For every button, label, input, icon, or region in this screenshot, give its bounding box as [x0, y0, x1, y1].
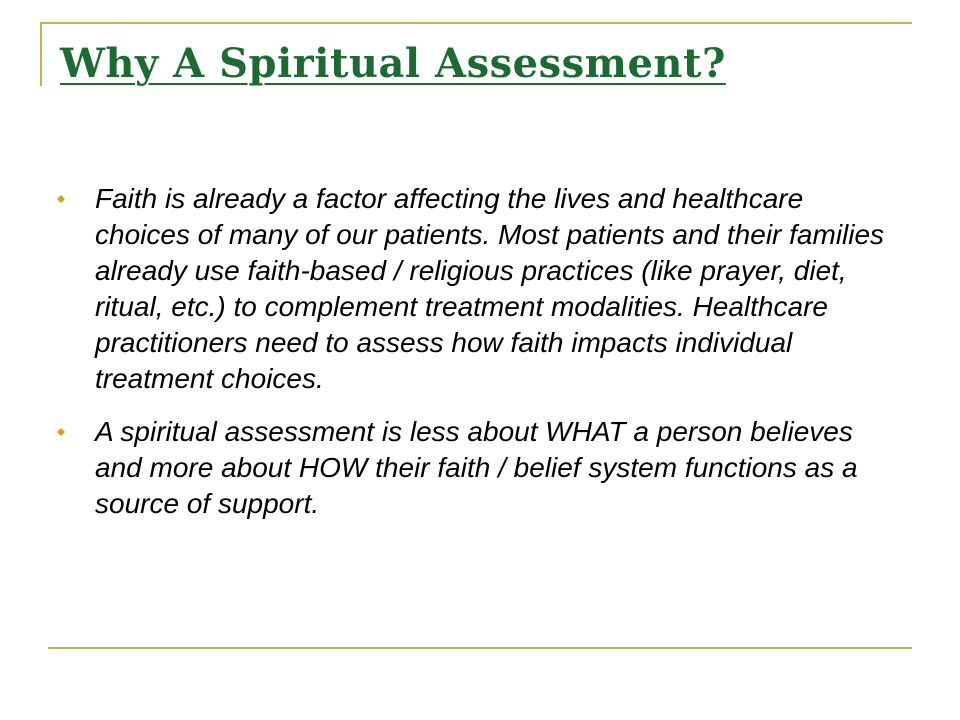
- bullet-item: [55, 414, 885, 522]
- frame-left-rule: [40, 22, 42, 86]
- diamond-bullet-icon: [57, 195, 65, 203]
- bullet-text: A spiritual assessment is less about WHAT a person believes and more about HOW their faith / belief system functions as a source of support.: [95, 416, 858, 519]
- bullet-text: Faith is already a factor affecting the lives and healthcare choices of many of our patients. Most patients and their families already use faith-based / religious practices (like prayer, diet, ritual, etc.) to complement treatment modalities. Healthcare practitioners need to assess how faith impacts individual treatment choices.: [95, 183, 885, 394]
- frame-bottom-rule: [48, 647, 912, 649]
- bullet-list: [55, 181, 885, 539]
- diamond-bullet-icon: [57, 428, 65, 436]
- frame-top-rule: [40, 22, 912, 24]
- slide-title: Why A Spiritual Assessment?: [60, 40, 726, 87]
- bullet-item: [55, 181, 885, 397]
